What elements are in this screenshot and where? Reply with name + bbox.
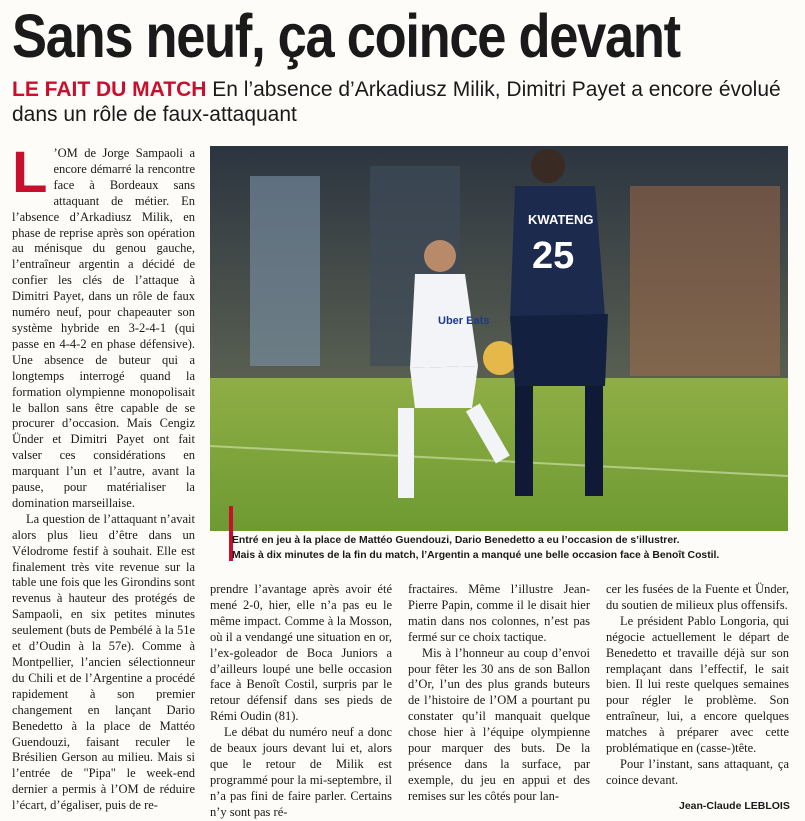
article-paragraph: Le débat du numéro neuf a donc de beaux jours devant lui et, alors que le retour de Milik est programmé pour la mi-septembre, il n’a pas fini de faire parler. Certains n’y sont pas ré- <box>210 725 392 819</box>
article-paragraph: Mis à l’honneur au coup d’envoi pour fêter les 30 ans de son Ballon d’Or, l’un des plus grands buteurs de l’histoire de l’OM a pourtant pu constater qu’il manquait quelque chose hier à l’équipe olympienne pour marquer des buts. De la présence dans la surface, par exemple, du jeu en appui et des remises sur les côtés pour lan- <box>408 645 590 803</box>
photo-caption <box>232 533 792 563</box>
kicker-text: En l’absence d’Arkadiusz Milik, Dimitri Payet a encore évolué dans un rôle de faux-attaquant <box>12 78 781 126</box>
article-paragraph: cer les fusées de la Fuente et Ünder, du soutien de milieux plus offensifs. <box>606 582 789 612</box>
sponsor-text: Uber Eats <box>438 315 490 327</box>
article-column-4 <box>606 582 789 789</box>
dropcap: L <box>12 140 48 205</box>
author-signature: Jean-Claude LEBLOIS <box>679 800 790 812</box>
photo-illustration <box>210 146 788 531</box>
article-paragraph: Pour l’instant, sans attaquant, ça coince devant. <box>606 756 789 787</box>
match-photo <box>210 146 788 531</box>
kicker-tag: LE FAIT DU MATCH <box>12 78 207 101</box>
article-paragraph: La question de l’attaquant n’avait alors plus lieu d’être dans un Vélodrome festif à souhait. Elle est finalement très vite revenue sur la table une fois que les Girondins sont revenus à hauteur des protégés de Sampaoli, en six petites minutes seulement (buts de Pembélé à la 51e et d’Oudin à la 57e). Comme à Montpellier, l’ancien sélectionneur du Chili et de l’Argentine a procédé rapidement à son premier changement en lançant Dario Benedetto à la place de Mattéo Guendouzi, faisant reculer le Brésilien Gerson au milieu. Mais si l’entrée de "Pipa" le week-end dernier a permis à l’OM de réduire l’écart, d’égaliser, puis de re- <box>12 511 195 813</box>
caption-line: Mais à dix minutes de la fin du match, l’Argentin a manqué une belle occasion face à Benoît Costil. <box>232 550 720 561</box>
caption-line: Entré en jeu à la place de Mattéo Guendouzi, Dario Benedetto a eu l’occasion de s’illustrer. <box>232 535 680 546</box>
kicker <box>12 77 797 127</box>
article-paragraph: Le président Pablo Longoria, qui négocie actuellement le départ de Benedetto et travaille déjà sur son remplaçant dans l’effectif, le sait bien. Il lui reste quelques semaines pour régler le problème. Son entraîneur, lui, a encore quelques matches à préparer avec cette problématique en (casse-)tête. <box>606 613 789 756</box>
article-column-3 <box>408 582 590 805</box>
article-column-2 <box>210 582 392 821</box>
article-column-1 <box>12 140 195 814</box>
article-paragraph: prendre l’avantage après avoir été mené 2-0, hier, elle n’a pas eu le même impact. Comme à la Mosson, où il a vendangé une situation en or, l’ex-goleador de Boca Juniors a d’ailleurs loupé une belle occasion face à Benoît Costil, surpris par le retour défensif dans ses pieds de Rémi Oudin (81). <box>210 582 392 724</box>
shirt-name: KWATENG <box>528 212 594 227</box>
shirt-number: 25 <box>532 235 575 277</box>
article-paragraph: L ’OM de Jorge Sampaoli a encore démarré la rencontre face à Bordeaux sans attaquant de métier. En l’absence d’Arkadiusz Milik, en phase de reprise après son opération au ménisque du genou gauche, l’entraîneur argentin a décidé de confier les clés de l’attaque à Dimitri Payet, dans un rôle de faux numéro neuf, pour chapeauter son système hybride en 3-2-4-1 (qui passe en 4-4-2 en phase défensive). Une absence de buteur qui a longtemps interrogé quand la formation olympienne monopolisait le ballon sans être capable de se procurer d’occasion. Mais Cengiz Ünder et Dimitri Payet ont fait valser ces considérations en marquant l’un et l’autre, avant la pause, pour matérialiser la domination marseillaise. <box>12 140 195 510</box>
headline: Sans neuf, ça coince devant <box>12 2 680 70</box>
article-paragraph: fractaires. Même l’illustre Jean-Pierre Papin, comme il le disait hier matin dans nos colonnes, n’est pas fermé sur ce choix tactique. <box>408 582 590 644</box>
